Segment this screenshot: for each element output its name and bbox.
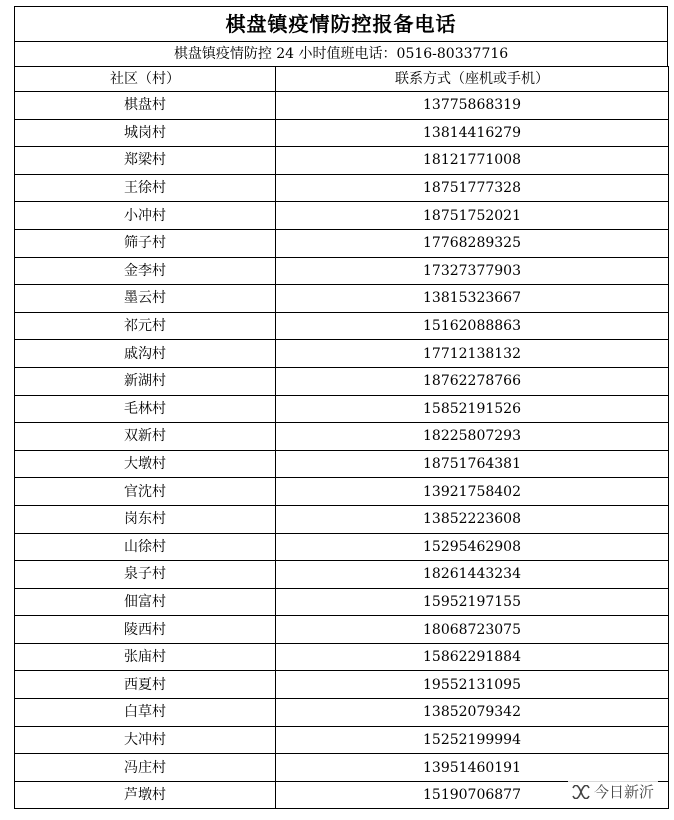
phone-number: 18261443234: [276, 561, 669, 589]
phone-number: 15252199994: [276, 726, 669, 754]
header-contact: 联系方式（座机或手机）: [276, 67, 669, 92]
phone-number: 18068723075: [276, 616, 669, 644]
village-name: 芦墩村: [15, 781, 276, 809]
village-name: 泉子村: [15, 561, 276, 589]
watermark-text: 今日新沂: [593, 783, 654, 801]
phone-number: 15162088863: [276, 312, 669, 340]
watermark: [568, 779, 658, 804]
table-row: [15, 312, 669, 340]
table-row: [15, 395, 669, 423]
village-name: 小冲村: [15, 202, 276, 230]
header-village: 社区（村）: [15, 67, 276, 92]
village-name: 西夏村: [15, 671, 276, 699]
phone-number: 15852191526: [276, 395, 669, 423]
phone-number: 15190706877: [276, 781, 669, 809]
table-row: [15, 229, 669, 257]
village-name: 冯庄村: [15, 754, 276, 782]
phone-number: 19552131095: [276, 671, 669, 699]
table-row: [15, 643, 669, 671]
phone-number: 13852223608: [276, 505, 669, 533]
phone-number: 18751777328: [276, 174, 669, 202]
table-row: [15, 423, 669, 451]
table-row: [15, 588, 669, 616]
village-name: 筛子村: [15, 229, 276, 257]
village-name: 棋盘村: [15, 92, 276, 120]
table-row: [15, 671, 669, 699]
table-row: [15, 699, 669, 727]
village-name: 白草村: [15, 699, 276, 727]
contact-table: [14, 66, 669, 809]
phone-number: 13951460191: [276, 754, 669, 782]
table-row: [15, 202, 669, 230]
village-name: 郑梁村: [15, 147, 276, 175]
hotline-subtitle: 棋盘镇疫情防控 24 小时值班电话：0516-80337716: [14, 41, 668, 66]
table-row: [15, 285, 669, 313]
village-name: 岗东村: [15, 505, 276, 533]
table-row: [15, 147, 669, 175]
village-name: 大墩村: [15, 450, 276, 478]
village-name: 张庙村: [15, 643, 276, 671]
phone-number: 18762278766: [276, 367, 669, 395]
table-row: [15, 533, 669, 561]
phone-number: 13852079342: [276, 699, 669, 727]
village-name: 官沈村: [15, 478, 276, 506]
wechat-channel-icon: [572, 785, 590, 799]
table-header-row: [15, 67, 669, 92]
phone-number: 18225807293: [276, 423, 669, 451]
page-title: 棋盘镇疫情防控报备电话: [14, 6, 668, 41]
table-row: [15, 340, 669, 368]
table-row: [15, 616, 669, 644]
table-row: [15, 726, 669, 754]
village-name: 戚沟村: [15, 340, 276, 368]
phone-number: 15862291884: [276, 643, 669, 671]
table-row: [15, 478, 669, 506]
village-name: 双新村: [15, 423, 276, 451]
table-row: [15, 561, 669, 589]
village-name: 王徐村: [15, 174, 276, 202]
village-name: 陵西村: [15, 616, 276, 644]
phone-number: 15952197155: [276, 588, 669, 616]
phone-number: 18121771008: [276, 147, 669, 175]
phone-number: 18751764381: [276, 450, 669, 478]
phone-number: 17712138132: [276, 340, 669, 368]
table-row: [15, 92, 669, 120]
village-name: 新湖村: [15, 367, 276, 395]
phone-number: 15295462908: [276, 533, 669, 561]
table-row: [15, 450, 669, 478]
table-row: [15, 174, 669, 202]
table-row: [15, 257, 669, 285]
village-name: 毛林村: [15, 395, 276, 423]
phone-number: 13921758402: [276, 478, 669, 506]
table-row: [15, 505, 669, 533]
table-body: [15, 92, 669, 809]
village-name: 墨云村: [15, 285, 276, 313]
phone-number: 13814416279: [276, 119, 669, 147]
village-name: 大冲村: [15, 726, 276, 754]
table-row: [15, 754, 669, 782]
phone-number: 13775868319: [276, 92, 669, 120]
contact-sheet: [14, 6, 668, 809]
phone-number: 17768289325: [276, 229, 669, 257]
village-name: 祁元村: [15, 312, 276, 340]
village-name: 佃富村: [15, 588, 276, 616]
phone-number: 18751752021: [276, 202, 669, 230]
village-name: 山徐村: [15, 533, 276, 561]
phone-number: 17327377903: [276, 257, 669, 285]
table-row: [15, 367, 669, 395]
village-name: 城岗村: [15, 119, 276, 147]
table-row: [15, 119, 669, 147]
phone-number: 13815323667: [276, 285, 669, 313]
village-name: 金李村: [15, 257, 276, 285]
